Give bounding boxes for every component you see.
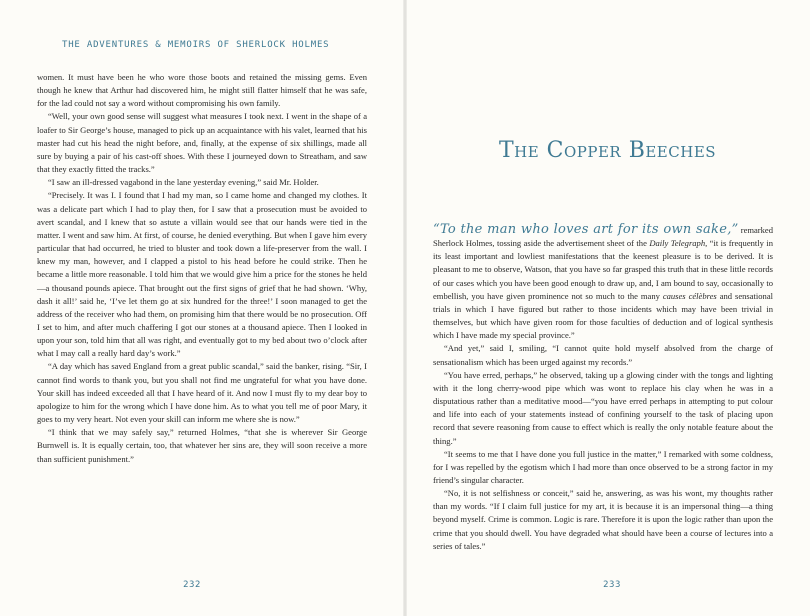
page-number: 233 <box>603 580 621 590</box>
paragraph: “It seems to me that I have done you full justice in the matter,” I remarked with some coldness, for I was repelled by the egotism which I had more than once observed to be a strong factor in my friend’s singular character. <box>433 448 773 485</box>
opening-text: and sensational trials in which I have figured but rather to those incidents which may have been trivial in themselves, but which have given room for those faculties of deduction and of logical synthesis which I have made my special province.” <box>433 290 773 341</box>
paragraph: “No, it is not selfishness or conceit,” said he, answering, as was his wont, my thoughts rather than my words. “If I claim full justice for my art, it is because it is an impersonal thing—a thing beyond myself. Crime is common. Logic is rare. Therefore it is upon the logic rather than upon the crime that you should dwell. You have degraded what should have been a course of lectures into a series of tales.” <box>433 488 773 551</box>
paragraph: “And yet,” said I, smiling, “I cannot quite hold myself absolved from the charge of sensationalism which has been urged against my records.” <box>433 343 773 367</box>
paragraph: “Well, your own good sense will suggest what measures I took next. I went in the shape of a loafer to Sir George’s house, managed to pick up an acquaintance with his valet, learned that his master had cut his head the night before, and, finally, at the expense of six shillings, made all sure by buying a pair of his cast-off shoes. With these I journeyed down to Streatham, and saw that they exactly fitted the tracks.” <box>37 111 367 175</box>
right-body-text <box>433 223 773 553</box>
paragraph: “A day which has saved England from a great public scandal,” said the banker, rising. “Sir, I cannot find words to thank you, but you shall not find me ungrateful for what you have done. Your skill has indeed exceeded all that I have heard of it. And now I must fly to my dear boy to apologize to him for the wrong which I have done him. As to what you tell me of poor Mary, it goes to my very heart. Not even your skill can inform me where she is now.” <box>37 361 367 425</box>
page-number: 232 <box>183 580 201 590</box>
paragraph: “I saw an ill-dressed vagabond in the lane yesterday evening,” said Mr. Holder. <box>48 177 319 188</box>
opening-text: remarked Sherlock Holmes, tossing aside the advertisement sheet of the <box>433 225 773 249</box>
paragraph: “You have erred, perhaps,” he observed, taking up a glowing cinder with the tongs and lighting with it the long cherry-wood pipe which was wont to replace his clay when he was in a disputatious rather than a meditative mood—“you have erred perhaps in attempting to put colour and life into each of your statements instead of confining yourself to the task of placing upon record that severe reasoning from cause to effect which is really the only notable feature about the thing.” <box>433 369 773 446</box>
running-head: THE ADVENTURES & MEMOIRS OF SHERLOCK HOLMES <box>62 40 330 50</box>
opening-text: , “it is frequently in its least important and lowliest manifestations that the keenest pleasure is to be derived. It is pleasant to me to observe, Watson, that you have so far grasped this truth that in these little records of our cases which you have been good enough to draw up, and, I am bound to say, occasionally to embellish, you have given prominence not so much to the many <box>433 238 774 301</box>
right-page <box>405 0 810 616</box>
paragraph: “I think that we may safely say,” returned Holmes, “that she is wherever Sir George Burnwell is. It is equally certain, too, that whatever her sins are, they will soon receive a more than sufficient punishment.” <box>37 427 367 464</box>
left-body-text <box>37 71 367 466</box>
foreign-phrase: causes célèbres <box>662 290 717 301</box>
opening-quote: “To the man who loves art for its own sake,” <box>433 222 739 237</box>
paragraph: “Precisely. It was I. I found that I had my man, so I came home and changed my clothes. It was a delicate part which I had to play then, for I saw that a prosecution must be avoided to avert scandal, and I knew that so astute a villain would see that our hands were tied in the matter. I went and saw him. At first, of course, he denied everything. But when I gave him every particular that had occurred, he tried to bluster and took down a life-preserver from the wall. I knew my man, however, and I clapped a pistol to his head before he could strike. Then he became a little more reasonable. I told him that we would give him a price for the stones he held—a thousand pounds apiece. That brought out the first signs of grief that he had shown. ‘Why, dash it all!’ said he, ‘I’ve let them go at six hundred for the three!’ I soon managed to get the address of the receiver who had them, on promising him that there would be no prosecution. Off I set to him, and after much chaffering I got our stones at a thousand apiece. Then I looked in upon your son, told him that all was right, and eventually got to my bed about two o’clock after what I may call a really hard day’s work.” <box>37 190 367 359</box>
opening-paragraph <box>433 223 773 342</box>
paragraph: women. It must have been he who wore those boots and retained the missing gems. Even though he knew that Arthur had discovered him, he might still flatter himself that he was safe, for the lad could not say a word without compromising his own family. <box>37 72 367 109</box>
chapter-title: The Copper Beeches <box>498 138 717 163</box>
newspaper-title: Daily Telegraph <box>649 238 706 249</box>
